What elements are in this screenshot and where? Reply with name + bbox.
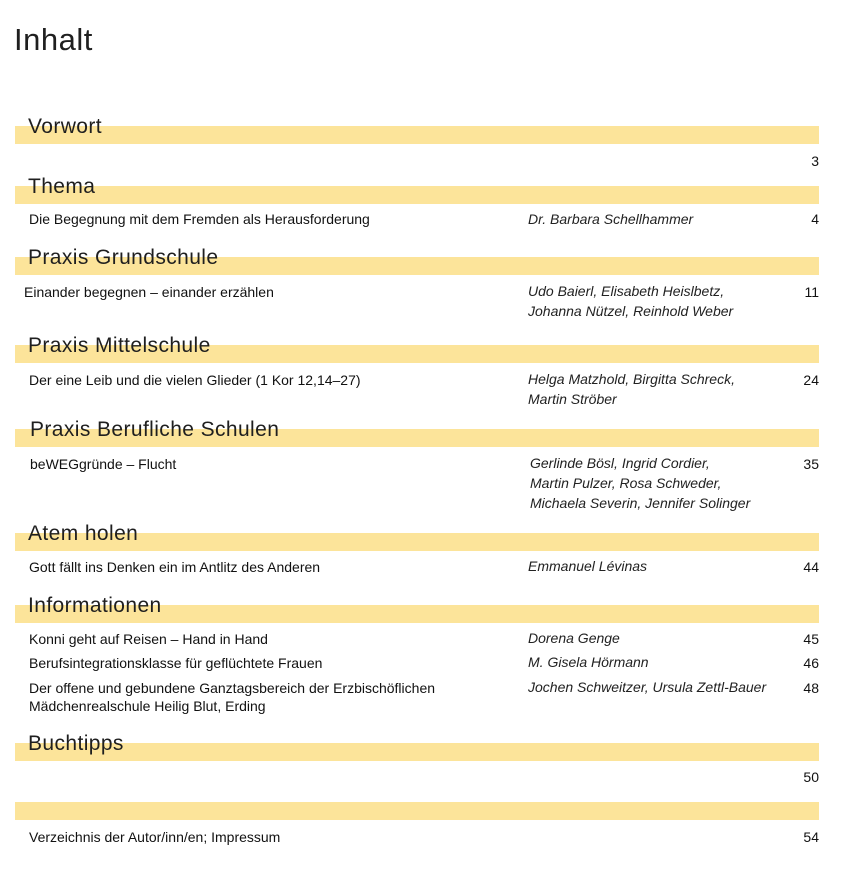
entry-author: Emmanuel Lévinas bbox=[528, 558, 648, 574]
page-number: 48 bbox=[803, 680, 819, 696]
entry-title: beWEGgründe – Flucht bbox=[30, 456, 177, 472]
entry-title: Gott fällt ins Denken ein im Antlitz des Anderen bbox=[29, 559, 321, 575]
entry-title: Der eine Leib und die vielen Glieder (1 Kor 12,14–27) bbox=[29, 372, 361, 388]
page-number: 24 bbox=[803, 372, 819, 388]
entry-author: Dorena Genge bbox=[528, 630, 620, 646]
entry-author bbox=[530, 453, 750, 513]
page-number: 35 bbox=[803, 456, 819, 472]
entry-title bbox=[29, 679, 435, 715]
page-number: 46 bbox=[803, 655, 819, 671]
page-number: 50 bbox=[803, 769, 819, 785]
author-line: Martin Pulzer, Rosa Schweder, bbox=[530, 475, 722, 491]
section-title-informationen: Informationen bbox=[28, 594, 162, 617]
entry-author bbox=[528, 369, 735, 409]
page-number: 4 bbox=[811, 211, 819, 227]
section-band-vorwort bbox=[15, 126, 819, 144]
section-title-praxis-grundschule: Praxis Grundschule bbox=[28, 246, 219, 269]
author-line: Gerlinde Bösl, Ingrid Cordier, bbox=[530, 455, 710, 471]
section-title-praxis-berufliche: Praxis Berufliche Schulen bbox=[30, 418, 280, 441]
page-number: 3 bbox=[811, 153, 819, 169]
title-line: Der offene und gebundene Ganztagsbereich der Erzbischöflichen bbox=[29, 680, 436, 696]
page-number: 45 bbox=[803, 631, 819, 647]
page-number: 54 bbox=[803, 829, 819, 845]
entry-title: Die Begegnung mit dem Fremden als Herausforderung bbox=[29, 211, 370, 227]
section-band-buchtipps bbox=[15, 743, 819, 761]
entry-author: Dr. Barbara Schellhammer bbox=[528, 211, 694, 227]
entry-author bbox=[528, 281, 733, 321]
section-title-vorwort: Vorwort bbox=[28, 115, 102, 138]
entry-author: Jochen Schweitzer, Ursula Zettl-Bauer bbox=[528, 679, 767, 695]
section-title-atem-holen: Atem holen bbox=[28, 522, 139, 545]
title-line: Mädchenrealschule Heilig Blut, Erding bbox=[29, 698, 266, 714]
author-line: Michaela Severin, Jennifer Solinger bbox=[530, 495, 751, 511]
entry-author: M. Gisela Hörmann bbox=[528, 654, 649, 670]
author-line: Udo Baierl, Elisabeth Heislbetz, bbox=[528, 283, 725, 299]
page-number: 44 bbox=[803, 559, 819, 575]
page-number: 11 bbox=[804, 284, 819, 300]
entry-title: Berufsintegrationsklasse für geflüchtete Frauen bbox=[29, 655, 323, 671]
section-title-thema: Thema bbox=[28, 175, 96, 198]
entry-title: Einander begegnen – einander erzählen bbox=[24, 284, 274, 300]
author-line: Helga Matzhold, Birgitta Schreck, bbox=[528, 371, 735, 387]
section-band-thema bbox=[15, 186, 819, 204]
section-band-verzeichnis bbox=[15, 802, 819, 820]
author-line: Martin Ströber bbox=[528, 391, 617, 407]
entry-title: Konni geht auf Reisen – Hand in Hand bbox=[29, 631, 268, 647]
author-line: Johanna Nützel, Reinhold Weber bbox=[528, 303, 734, 319]
section-title-praxis-mittelschule: Praxis Mittelschule bbox=[28, 334, 211, 357]
entry-title: Verzeichnis der Autor/inn/en; Impressum bbox=[29, 829, 281, 845]
page-title: Inhalt bbox=[14, 22, 93, 57]
section-title-buchtipps: Buchtipps bbox=[28, 732, 124, 755]
